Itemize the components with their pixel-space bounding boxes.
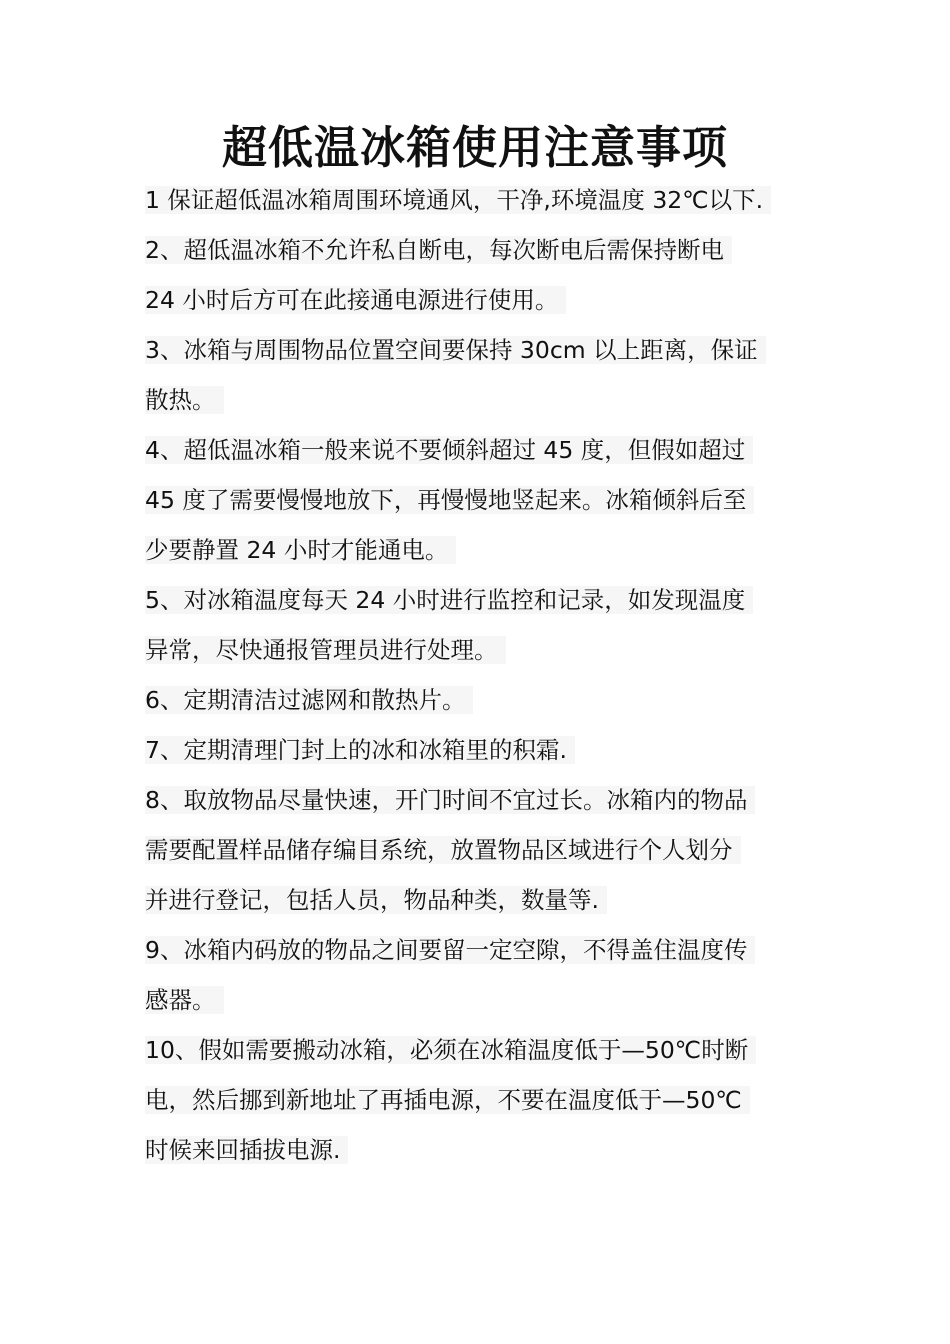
text-line xyxy=(145,1125,810,1175)
text-line xyxy=(145,775,810,825)
text-line xyxy=(145,875,810,925)
text-line-content: 1 保证超低温冰箱周围环境通风，干净,环境温度 32℃以下. xyxy=(145,186,771,214)
text-line-content: 散热。 xyxy=(145,386,224,414)
text-line-content: 2、超低温冰箱不允许私自断电，每次断电后需保持断电 xyxy=(145,236,732,264)
text-line-content: 需要配置样品储存编目系统，放置物品区域进行个人划分 xyxy=(145,836,741,864)
text-line-content: 45 度了需要慢慢地放下，再慢慢地竖起来。冰箱倾斜后至 xyxy=(145,486,754,514)
text-line xyxy=(145,325,810,375)
text-line xyxy=(145,475,810,525)
text-line-content: 9、冰箱内码放的物品之间要留一定空隙，不得盖住温度传 xyxy=(145,936,755,964)
text-line xyxy=(145,175,810,225)
text-line-content: 并进行登记，包括人员，物品种类，数量等. xyxy=(145,886,607,914)
text-line-content: 7、定期清理门封上的冰和冰箱里的积霜. xyxy=(145,736,575,764)
text-line-content: 3、冰箱与周围物品位置空间要保持 30cm 以上距离，保证 xyxy=(145,336,766,364)
text-line xyxy=(145,675,810,725)
text-line-content: 8、取放物品尽量快速，开门时间不宜过长。冰箱内的物品 xyxy=(145,786,755,814)
document-title: 超低温冰箱使用注意事项 xyxy=(221,121,728,174)
text-line-content: 10、假如需要搬动冰箱，必须在冰箱温度低于—50℃时断 xyxy=(145,1036,756,1064)
text-line-content: 24 小时后方可在此接通电源进行使用。 xyxy=(145,286,566,314)
text-line-content: 5、对冰箱温度每天 24 小时进行监控和记录，如发现温度 xyxy=(145,586,753,614)
text-line xyxy=(145,275,810,325)
text-line xyxy=(145,225,810,275)
text-line xyxy=(145,625,810,675)
text-line xyxy=(145,525,810,575)
text-line-content: 异常，尽快通报管理员进行处理。 xyxy=(145,636,506,664)
text-line xyxy=(145,925,810,975)
text-line xyxy=(145,1075,810,1125)
text-line xyxy=(145,375,810,425)
text-line-content: 电，然后挪到新地址了再插电源，不要在温度低于—50℃ xyxy=(145,1086,750,1114)
text-line xyxy=(145,575,810,625)
text-line xyxy=(145,975,810,1025)
text-line-content: 4、超低温冰箱一般来说不要倾斜超过 45 度，但假如超过 xyxy=(145,436,753,464)
document-body xyxy=(145,175,810,1175)
text-line xyxy=(145,1025,810,1075)
text-line xyxy=(145,425,810,475)
text-line xyxy=(145,725,810,775)
text-line-content: 时候来回插拔电源. xyxy=(145,1136,348,1164)
text-line-content: 6、定期清洁过滤网和散热片。 xyxy=(145,686,473,714)
text-line-content: 少要静置 24 小时才能通电。 xyxy=(145,536,456,564)
text-line-content: 感器。 xyxy=(145,986,224,1014)
text-line xyxy=(145,825,810,875)
